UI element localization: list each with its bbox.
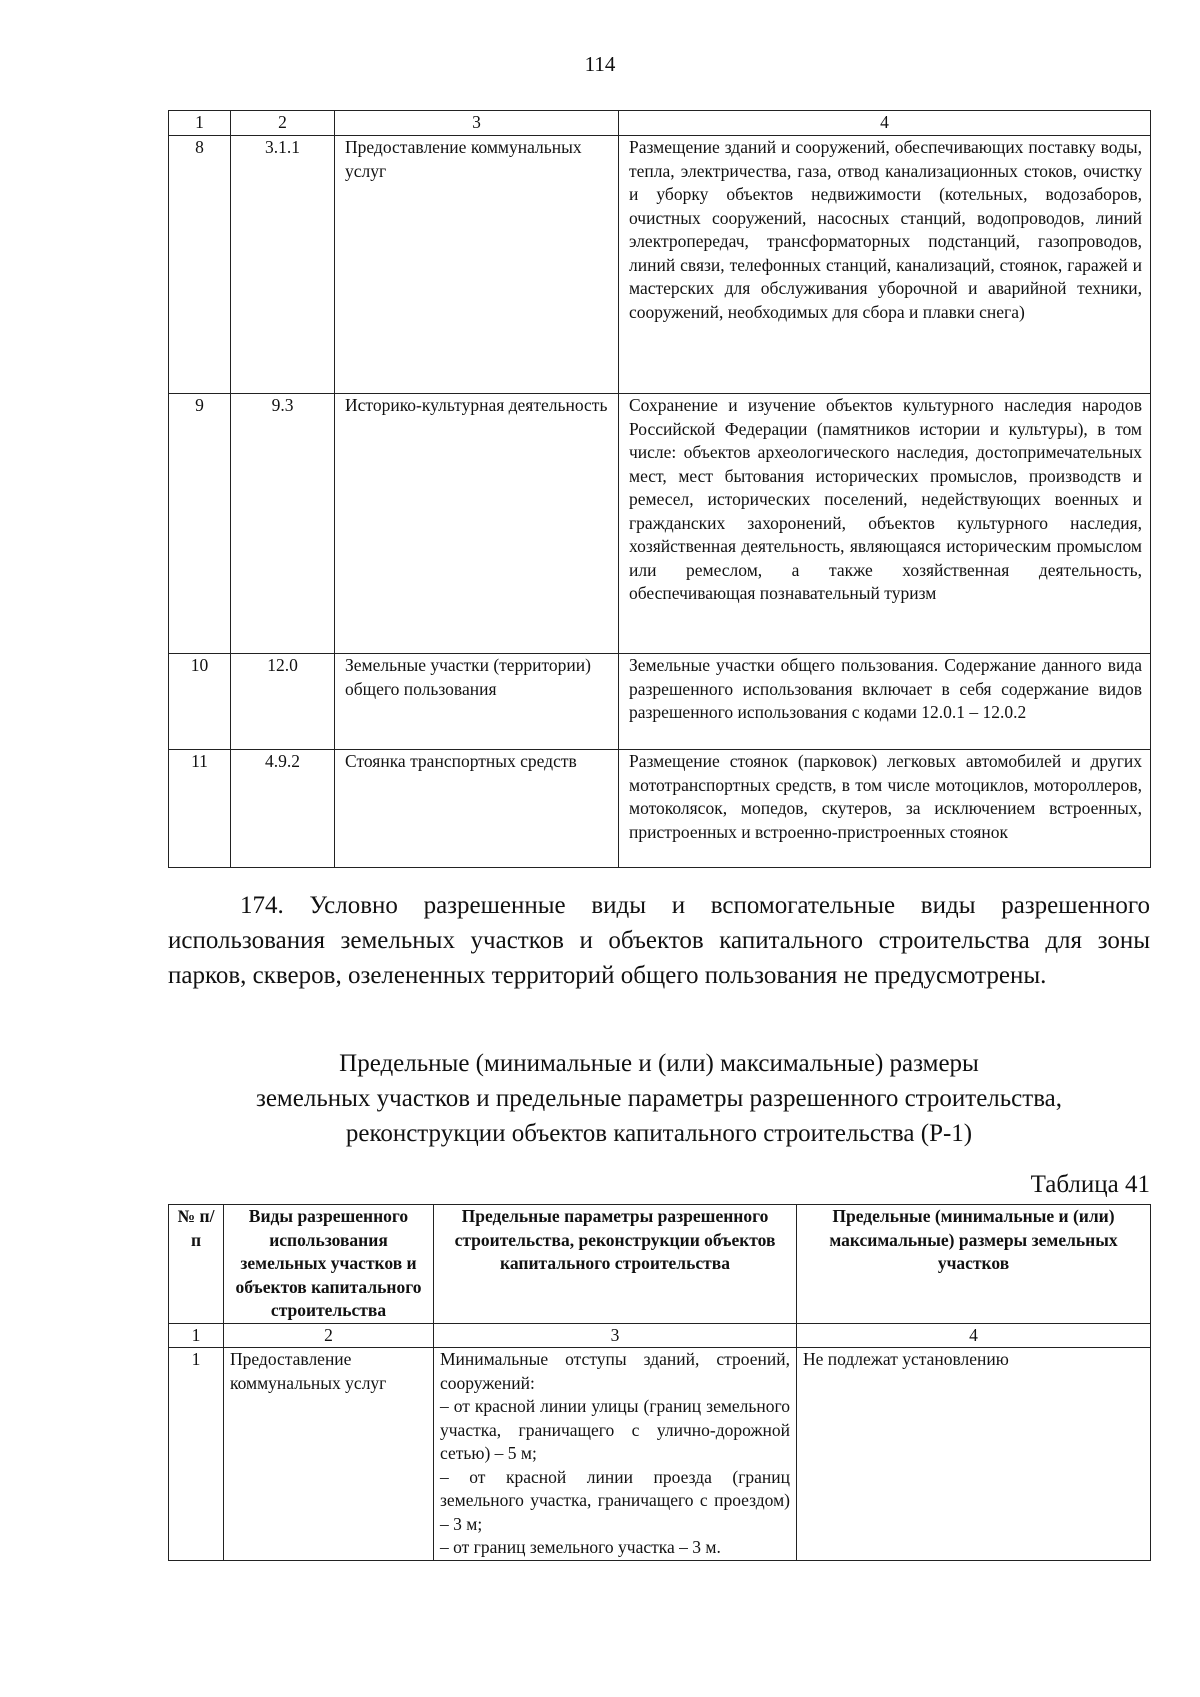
row-number: 9 xyxy=(169,394,231,654)
column-number: 1 xyxy=(169,1323,224,1348)
parameters-table-41 xyxy=(168,1204,1151,1561)
use-name: Земельные участки (территории) общего пользования xyxy=(335,654,619,750)
section-title-line: Предельные (минимальные и (или) максимальные) размеры xyxy=(339,1050,979,1077)
use-name: Историко-культурная деятельность xyxy=(335,394,619,654)
column-number-row xyxy=(169,1323,1151,1348)
column-number: 3 xyxy=(434,1323,797,1348)
table-row xyxy=(169,1348,1151,1561)
header-cell: Предельные (минимальные и (или) максимальные) размеры земельных участков xyxy=(797,1205,1151,1324)
paragraph-174: 174. Условно разрешенные виды и вспомогательные виды разрешенного использования земельных участков и объектов капитального строительства для зоны парков, скверов, озелененных территорий общего пользования не предусмотрены. xyxy=(168,892,1150,989)
permitted-use-table-continued xyxy=(168,110,1151,868)
table-caption: Таблица 41 xyxy=(1030,1171,1150,1198)
use-description: Сохранение и изучение объектов культурного наследия народов Российской Федерации (памятников истории и культуры), в том числе: объектов археологического наследия, достопримечательных мест, мест бытования исторических промыслов, производств и ремесел, исторических поселений, недействующих военных и гражданских захоронений, объектов культурного наследия, хозяйственная деятельность, являющаяся историческим промыслом или ремеслом, а также хозяйственная деятельность, обеспечивающая познавательный туризм xyxy=(619,394,1151,654)
row-number: 11 xyxy=(169,750,231,868)
column-number: 3 xyxy=(335,111,619,136)
params-item: – от красной линии улицы (границ земельного участка, граничащего с улично-дорожной сетью) – 5 м; xyxy=(440,1396,790,1463)
sizes-cell: Не подлежат установлению xyxy=(797,1348,1151,1561)
use-code: 4.9.2 xyxy=(231,750,335,868)
use-name: Предоставление коммунальных услуг xyxy=(224,1348,434,1561)
params-intro: Минимальные отступы зданий, строений, сооружений: xyxy=(440,1349,790,1393)
row-number: 8 xyxy=(169,136,231,394)
section-title xyxy=(168,1046,1150,1151)
table-row xyxy=(169,750,1151,868)
section-title-line: земельных участков и предельные параметры разрешенного строительства, xyxy=(255,1085,1063,1112)
column-number: 2 xyxy=(231,111,335,136)
table-row xyxy=(169,654,1151,750)
use-name: Предоставление коммунальных услуг xyxy=(335,136,619,394)
table-row xyxy=(169,136,1151,394)
column-number: 4 xyxy=(797,1323,1151,1348)
use-code: 9.3 xyxy=(231,394,335,654)
use-code: 12.0 xyxy=(231,654,335,750)
column-number: 1 xyxy=(169,111,231,136)
parameters-cell xyxy=(434,1348,797,1561)
table-row xyxy=(169,394,1151,654)
use-description: Размещение зданий и сооружений, обеспечивающих поставку воды, тепла, электричества, газа, отвод канализационных стоков, очистку и уборку объектов недвижимости (котельных, водозаборов, очистных сооружений, насосных станций, водопроводов, линий электропередач, трансформаторных подстанций, газопроводов, линий связи, телефонных станций, канализаций, стоянок, гаражей и мастерских для обслуживания уборочной и аварийной техники, сооружений, необходимых для сбора и плавки снега) xyxy=(619,136,1151,394)
header-cell: Виды разрешенного использования земельных участков и объектов капитального строительства xyxy=(224,1205,434,1324)
row-number: 10 xyxy=(169,654,231,750)
params-item: – от границ земельного участка – 3 м. xyxy=(440,1537,721,1557)
header-row xyxy=(169,1205,1151,1324)
row-number: 1 xyxy=(169,1348,224,1561)
use-description: Земельные участки общего пользования. Содержание данного вида разрешенного использования включает в себя содержание видов разрешенного использования с кодами 12.0.1 – 12.0.2 xyxy=(619,654,1151,750)
page-number: 114 xyxy=(584,52,616,76)
header-cell: Предельные параметры разрешенного строительства, реконструкции объектов капитального строительства xyxy=(434,1205,797,1324)
header-cell: № п/п xyxy=(169,1205,224,1324)
column-number-row xyxy=(169,111,1151,136)
params-item: – от красной линии проезда (границ земельного участка, граничащего с проездом) – 3 м; xyxy=(440,1466,790,1534)
use-description: Размещение стоянок (парковок) легковых автомобилей и других мототранспортных средств, в том числе мотоциклов, мотороллеров, мотоколясок, мопедов, скутеров, за исключением встроенных, пристроенных и встроенно-пристроенных стоянок xyxy=(619,750,1151,868)
column-number: 2 xyxy=(224,1323,434,1348)
use-name: Стоянка транспортных средств xyxy=(335,750,619,868)
use-code: 3.1.1 xyxy=(231,136,335,394)
column-number: 4 xyxy=(619,111,1151,136)
section-title-line: реконструкции объектов капитального строительства (Р-1) xyxy=(345,1120,973,1147)
